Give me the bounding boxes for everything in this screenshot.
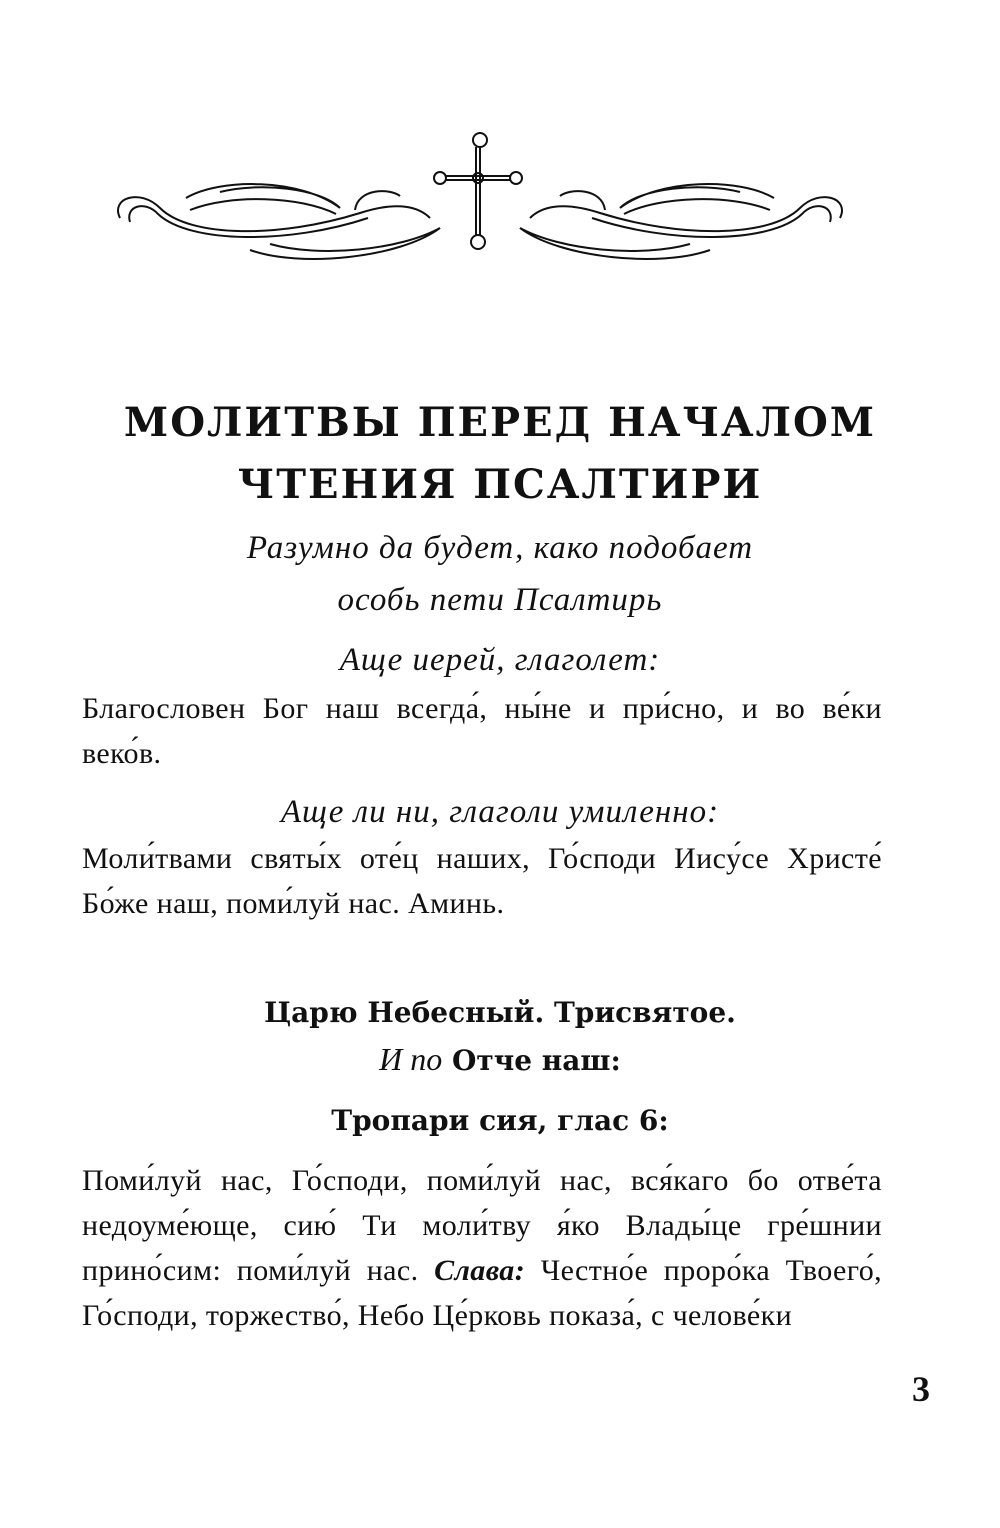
subtitle-line-1: Разумно да будет, како подобает [246,530,754,566]
prayers-heading-italic: И по [379,1041,443,1077]
title-line-1: МОЛИТВЫ ПЕРЕД НАЧАЛОМ [123,399,877,446]
page-title [60,392,940,516]
troparion-part-1: Поми́луй нас, Го́споди, поми́луй нас, вся́каго бо отве́та недоуме́юще, сию́ Ти моли́тву я́ко Влады́це гре́шнии прино́сим: поми́луй нас. [82,1164,882,1287]
troparion-part-2: Честно́е проро́ка Твоего́, Го́споди, торжество́, Небо Це́рковь показа́, с челове́ки [82,1254,882,1332]
priest-rubric: Аще иерей, глаголет: [339,642,661,678]
subtitle [60,522,940,626]
cross-with-flourishes-icon [100,118,860,278]
troparion-text [82,1158,882,1338]
prayers-heading-line-2 [60,1036,940,1084]
subtitle-line-2: особь пети Псалтирь [337,582,663,618]
title-line-2: ЧТЕНИЯ ПСАЛТИРИ [237,461,763,508]
slava-label: Слава: [434,1254,526,1287]
priest-blessing-text: Благословен Бог наш всегда́, ны́не и при́сно, и во ве́ки веко́в. [82,692,882,770]
layman-rubric: Аще ли ни, глаголи умиленно: [280,794,720,830]
prayers-heading-rest: Отче наш: [451,1044,621,1077]
prayers-heading-line-1: Царю Небесный. Трисвятое. [264,996,736,1029]
troparia-heading: Тропари сия, глас 6: [331,1104,669,1137]
prayers-heading [60,990,940,1084]
layman-prayer-text: Моли́твами святы́х оте́ц наших, Го́споди Иису́се Христе́ Бо́же наш, поми́луй нас. Аминь. [82,842,882,920]
page-number: 3 [912,1369,930,1409]
